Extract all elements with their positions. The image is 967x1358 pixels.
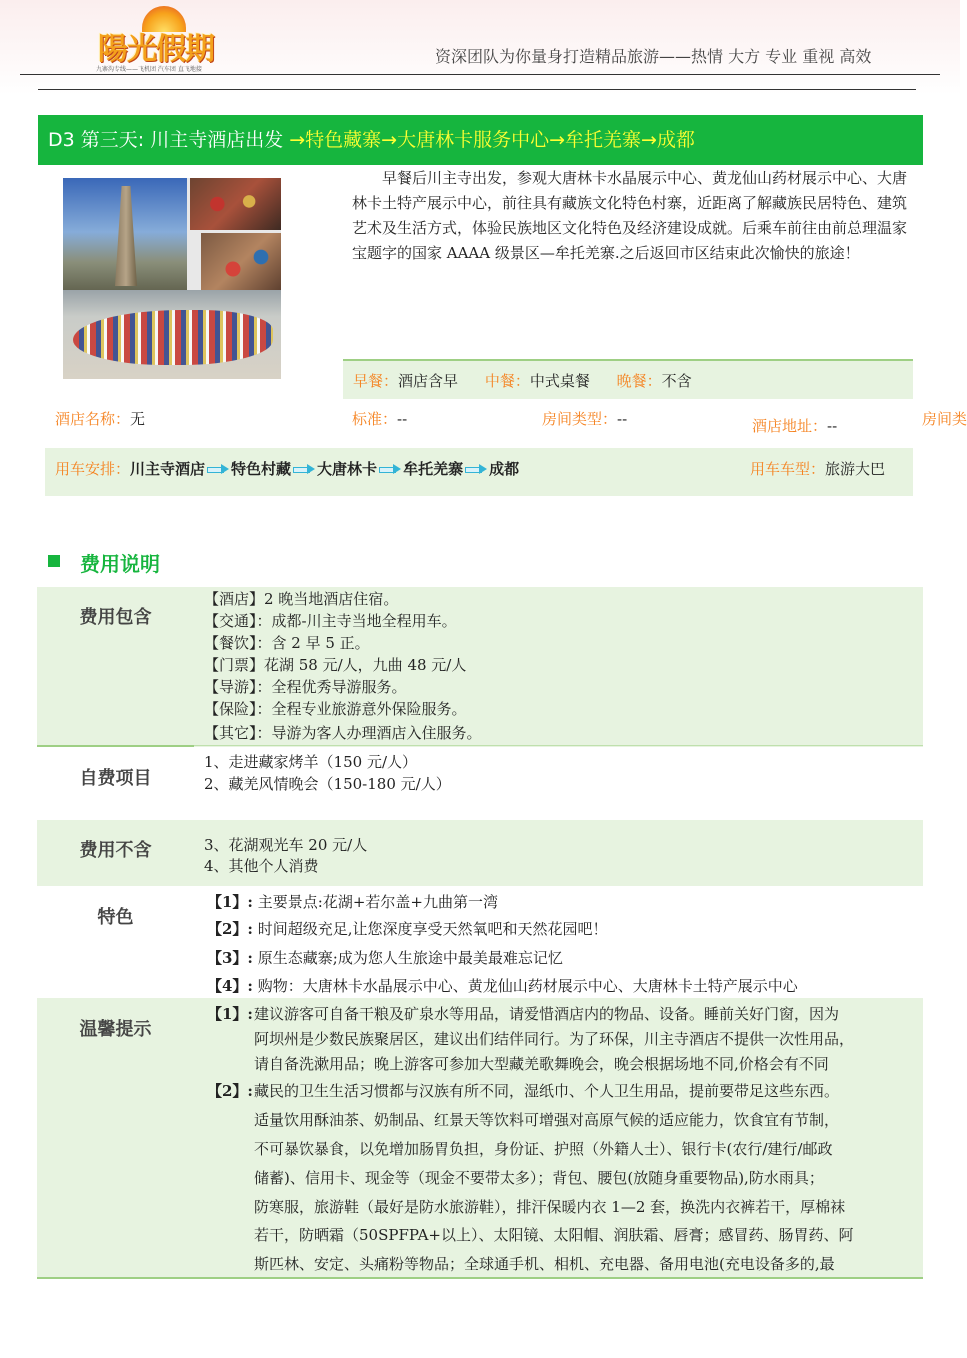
arrow-icon <box>207 464 229 474</box>
tip-line: 不可暴饮暴食，以免增加肠胃负担，身份证、护照（外籍人士）、银行卡(农行/建行/邮政 <box>254 1140 833 1158</box>
tips-label: 温馨提示 <box>79 1019 152 1040</box>
tip-line: 斯匹林、安定、头痛粉等物品；全球通手机、相机、充电器、备用电池(充电设备多的,最 <box>254 1255 835 1273</box>
car-route: 川主寺酒店 特色村藏 大唐林卡 牟托羌寨 成都 <box>130 460 520 478</box>
hotel-room-cut-label: 房间类 <box>922 410 967 428</box>
photo-collage <box>63 178 281 379</box>
section-square-icon <box>48 555 60 567</box>
dinner-label: 晚餐： <box>616 372 662 390</box>
excluded-label: 费用不含 <box>79 840 152 861</box>
feature-item: 【3】: 原生态藏寨;成为您人生旅途中最美最难忘记忆 <box>207 949 563 967</box>
logo-subtitle: 九寨沟专线——飞机团 汽车团 直飞地接 <box>96 66 202 73</box>
breakfast-value: 酒店含早 <box>398 372 459 390</box>
tip-line: 建议游客可自备干粮及矿泉水等用品，请爱惜酒店内的物品、设备。睡前关好门窗，因为 <box>254 1005 840 1023</box>
car-type: 用车车型：旅游大巴 <box>750 460 886 478</box>
tip-line: 阿坝州是少数民族聚居区，建议出们结伴同行。为了环保，川主寺酒店不提供一次性用品， <box>254 1030 855 1048</box>
tip-number: 【1】: <box>207 1005 253 1023</box>
feature-item: 【1】: 主要景点:花湖+若尔盖+九曲第一湾 <box>207 893 498 911</box>
header-divider-lower <box>38 89 916 90</box>
included-item: 【交通】：成都-川主寺当地全程用车。 <box>204 612 457 630</box>
included-item: 【保险】：全程专业旅游意外保险服务。 <box>204 700 467 718</box>
cost-section-title: 费用说明 <box>80 552 160 576</box>
car-arrangement-row <box>45 448 913 496</box>
logo-text: 陽光假期 <box>98 32 214 67</box>
included-item: 【其它】：导游为客人办理酒店入住服务。 <box>204 724 482 742</box>
day-title: D3 第三天: 川主寺酒店出发 <box>48 129 284 151</box>
included-item: 【酒店】2 晚当地酒店住宿。 <box>204 590 399 608</box>
lunch-value: 中式桌餐 <box>529 372 590 390</box>
tip-line: 藏民的卫生生活习惯都与汉族有所不同，湿纸巾、个人卫生用品，提前要带足这些东西。 <box>254 1082 840 1100</box>
tip-line: 储蓄)、信用卡、现金等（现金不要带太多）；背包、腰包(放随身重要物品),防水雨具； <box>254 1169 824 1187</box>
feature-item: 【4】: 购物：大唐林卡水晶展示中心、黄龙仙山药材展示中心、大唐林卡土特产展示中心 <box>207 977 798 995</box>
hotel-standard: 标准：-- <box>352 410 408 428</box>
optional-item: 1、走进藏家烤羊（150 元/人） <box>204 753 417 771</box>
optional-item: 2、藏羌风情晚会（150-180 元/人） <box>204 775 451 793</box>
arrow-icon <box>379 464 401 474</box>
included-item: 【门票】花湖 58 元/人，九曲 48 元/人 <box>204 656 467 674</box>
header-divider <box>20 74 940 75</box>
excluded-item: 4、其他个人消费 <box>204 857 319 875</box>
tip-line: 适量饮用酥油茶、奶制品、红景天等饮料可增强对高原气候的适应能力，饮食宜有节制， <box>254 1111 840 1129</box>
meals-row <box>343 359 913 399</box>
included-item: 【导游】：全程优秀导游服务。 <box>204 678 407 696</box>
sunshine-holiday-logo <box>96 6 226 72</box>
day-title-bar <box>38 115 923 165</box>
lunch-label: 中餐： <box>484 372 530 390</box>
watchtower-photo <box>63 178 187 298</box>
hotel-name: 酒店名称：无 <box>55 410 146 428</box>
dinner-value: 不含 <box>661 372 692 390</box>
included-item: 【餐饮】：含 2 早 5 正。 <box>204 634 370 652</box>
optional-label: 自费项目 <box>79 768 152 789</box>
circle-dance-photo <box>63 290 281 379</box>
feature-item: 【2】: 时间超级充足,让您深度享受天然氧吧和天然花园吧！ <box>207 920 608 938</box>
day-description: 早餐后川主寺出发，参观大唐林卡水晶展示中心、黄龙仙山药材展示中心、大唐林卡土特产展示中心，前往具有藏族文化特色村寨，近距离了解藏族民居特色、建筑艺术及生活方式，体验民族地区文化特色及经济建设成就。后乘车前往由前总理温家宝题字的国家 AAAA 级景区—牟托羌寨.之后返回市区结束此次愉快的旅途！ <box>352 169 908 262</box>
tip-line: 请自备洗漱用品；晚上游客可参加大型藏羌歌舞晚会，晚会根据场地不同,价格会有不同 <box>254 1055 829 1073</box>
arrow-icon <box>293 464 315 474</box>
hotel-address: 酒店地址：-- <box>752 417 838 435</box>
hotel-room-type: 房间类型：-- <box>542 410 628 428</box>
header-slogan: 资深团队为你量身打造精品旅游——热情 大方 专业 重视 高效 <box>435 47 872 66</box>
features-label: 特色 <box>97 907 134 928</box>
tip-line: 若干，防晒霜（50SPFPA+以上）、太阳镜、太阳帽、润肤霜、唇膏；感冒药、肠胃药、阿 <box>254 1226 854 1244</box>
breakfast-label: 早餐： <box>353 372 399 390</box>
car-plan-label: 用车安排： <box>55 460 131 478</box>
day-route: →特色藏寨→大唐林卡服务中心→牟托羌寨→成都 <box>289 129 695 151</box>
excluded-item: 3、花湖观光车 20 元/人 <box>204 836 368 854</box>
page-header <box>0 0 960 95</box>
included-label: 费用包含 <box>79 607 152 628</box>
tip-number: 【2】: <box>207 1082 253 1100</box>
villagers-photo <box>201 233 281 293</box>
costume-photo <box>190 178 281 230</box>
tip-line: 防寒服，旅游鞋（最好是防水旅游鞋），排汗保暖内衣 1—2 套，换洗内衣裤若干，厚棉袜 <box>254 1198 846 1216</box>
arrow-icon <box>465 464 487 474</box>
